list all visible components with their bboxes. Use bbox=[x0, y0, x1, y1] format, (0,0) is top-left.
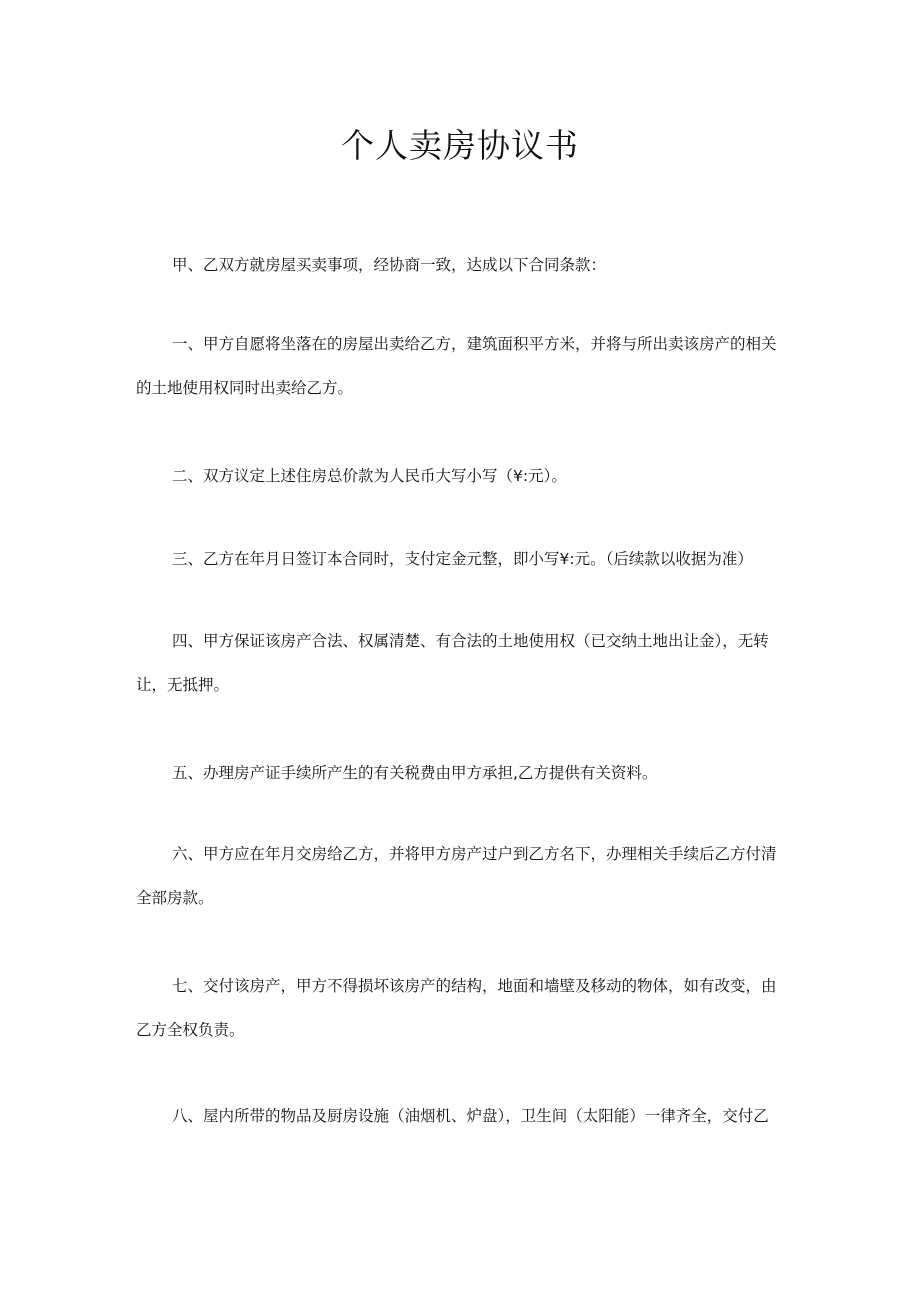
clause-5 bbox=[136, 751, 786, 795]
paragraph-line: 四、甲方保证该房产合法、权属清楚、有合法的土地使用权（已交纳土地出让金），无转 bbox=[172, 632, 769, 650]
document-title: 个人卖房协议书 bbox=[341, 126, 579, 165]
paragraph-line: 八、屋内所带的物品及厨房设施（油烟机、炉盘），卫生间（太阳能）一律齐全，交付乙 bbox=[172, 1107, 769, 1125]
paragraph-line: 五、办理房产证手续所产生的有关税费由甲方承担,乙方提供有关资料。 bbox=[172, 764, 658, 782]
clause-8 bbox=[136, 1094, 786, 1138]
paragraph-line: 二、双方议定上述住房总价款为人民币大写小写（¥:元）。 bbox=[172, 467, 567, 485]
clause-7 bbox=[136, 964, 786, 1052]
paragraph-line: 让，无抵押。 bbox=[136, 676, 230, 694]
paragraph-line: 乙方全权负责。 bbox=[136, 1021, 245, 1039]
clause-3 bbox=[136, 537, 786, 581]
paragraph-line: 全部房款。 bbox=[136, 889, 214, 907]
paragraph-line: 三、乙方在年月日签订本合同时，支付定金元整，即小写¥:元。（后续款以收据为准） bbox=[172, 550, 753, 568]
paragraph-line: 七、交付该房产，甲方不得损坏该房产的结构，地面和墙壁及移动的物体，如有改变，由 bbox=[172, 977, 777, 995]
paragraph-line: 六、甲方应在年月交房给乙方，并将甲方房产过户到乙方名下，办理相关手续后乙方付清 bbox=[172, 845, 777, 863]
clause-4 bbox=[136, 619, 786, 707]
clause-2 bbox=[136, 454, 786, 498]
paragraph-line: 甲、乙双方就房屋买卖事项，经协商一致，达成以下合同条款： bbox=[172, 256, 607, 274]
clause-1 bbox=[136, 322, 786, 410]
paragraph-line: 一、甲方自愿将坐落在的房屋出卖给乙方，建筑面积平方米，并将与所出卖该房产的相关 bbox=[172, 335, 777, 353]
paragraph-line: 的土地使用权同时出卖给乙方。 bbox=[136, 379, 354, 397]
paragraph-intro bbox=[136, 243, 786, 287]
clause-6 bbox=[136, 832, 786, 920]
